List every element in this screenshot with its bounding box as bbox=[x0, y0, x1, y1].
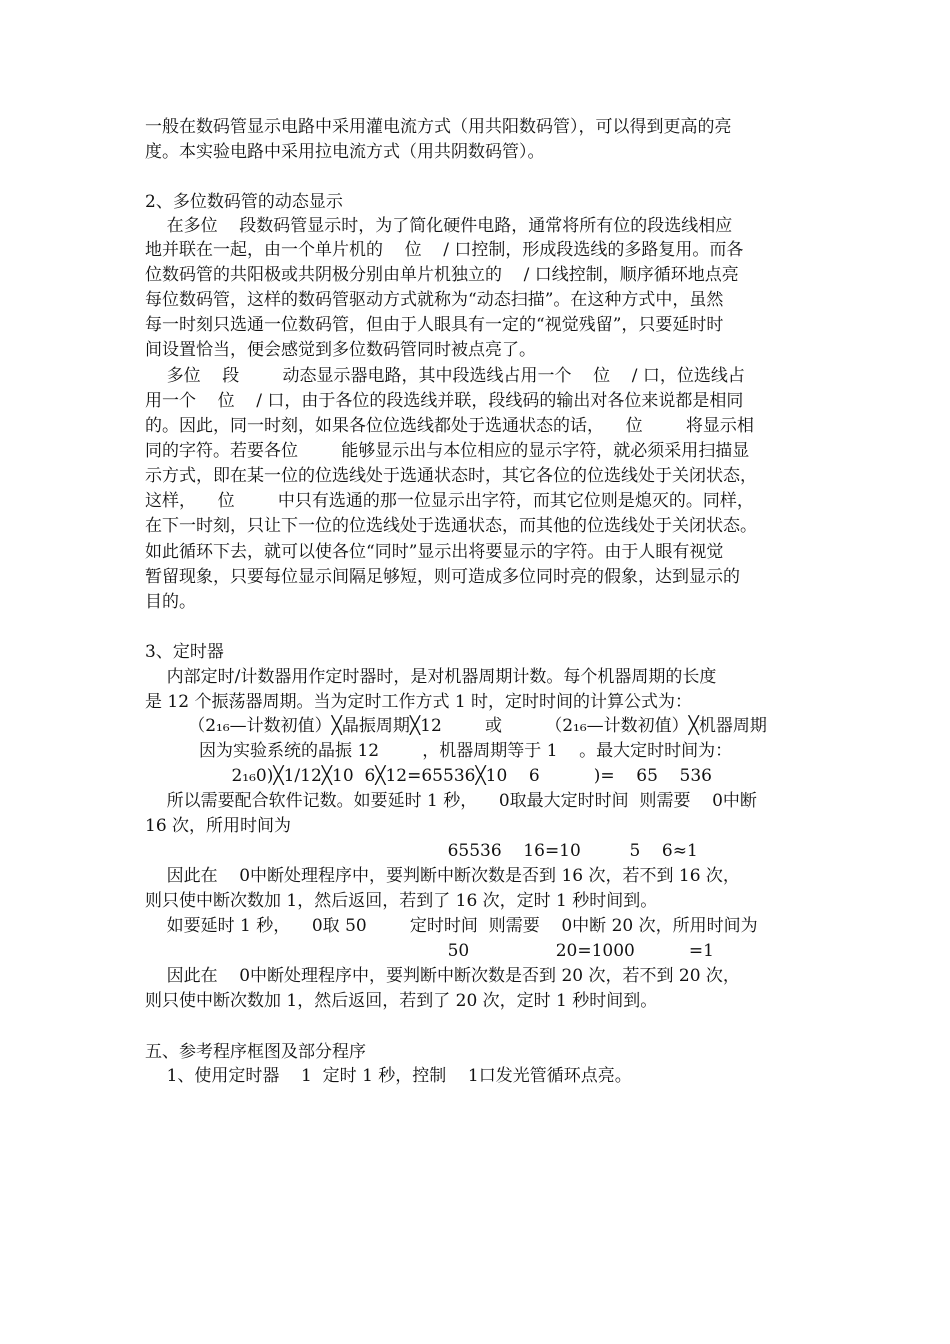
paragraph-line: 同的字符。若要各位 能够显示出与本位相应的显示字符，就必须采用扫描显 bbox=[145, 441, 750, 461]
paragraph-line: 内部定时/计数器用作定时器时，是对机器周期计数。每个机器周期的长度 bbox=[145, 667, 717, 687]
paragraph-line: 因为实验系统的晶振 12 ，机器周期等于 1 。最大定时时间为： bbox=[145, 741, 733, 761]
paragraph-line: 的。因此，同一时刻，如果各位位选线都处于选通状态的话， 位 将显示相 bbox=[145, 416, 754, 436]
paragraph-line: 目的。 bbox=[145, 592, 196, 612]
paragraph-line: 用一个 位 / 口，由于各位的段选线并联，段线码的输出对各位来说都是相同 bbox=[145, 391, 744, 411]
paragraph-line: 度。本实验电路中采用拉电流方式（用共阴数码管）。 bbox=[145, 142, 545, 162]
paragraph-line: 是 12 个振荡器周期。当为定时工作方式 1 时，定时时间的计算公式为： bbox=[145, 692, 693, 712]
paragraph-line: 这样， 位 中只有选通的那一位显示出字符，而其它位则是熄灭的。同样， bbox=[145, 491, 754, 511]
paragraph-line: 间设置恰当，便会感觉到多位数码管同时被点亮了。 bbox=[145, 340, 536, 360]
section-heading: 2、多位数码管的动态显示 bbox=[145, 192, 343, 212]
paragraph-line: 因此在 0中断处理程序中，要判断中断次数是否到 16 次，若不到 16 次， bbox=[145, 866, 740, 886]
paragraph-line: 一般在数码管显示电路中采用灌电流方式（用共阳数码管），可以得到更高的亮 bbox=[145, 117, 732, 137]
paragraph-line: 则只使中断次数加 1，然后返回，若到了 20 次，定时 1 秒时间到。 bbox=[145, 991, 658, 1011]
section-heading: 五、参考程序框图及部分程序 bbox=[145, 1042, 366, 1062]
paragraph-line: 暂留现象，只要每位显示间隔足够短，则可造成多位同时亮的假象，达到显示的 bbox=[145, 567, 740, 587]
paragraph-line: 如此循环下去，就可以使各位“同时”显示出将要显示的字符。由于人眼有视觉 bbox=[145, 542, 724, 562]
paragraph-line: 每位数码管，这样的数码管驱动方式就称为“动态扫描”。在这种方式中，虽然 bbox=[145, 290, 724, 310]
paragraph-line: 16 次，所用时间为 bbox=[145, 816, 292, 836]
paragraph-line: 所以需要配合软件记数。如要延时 1 秒， 0取最大定时时间 则需要 0中断 bbox=[145, 791, 757, 811]
section-heading: 3、定时器 bbox=[145, 642, 224, 662]
formula-line: 65536 16=10 5 6≈1 bbox=[145, 841, 698, 861]
paragraph-line: 1、使用定时器 1 定时 1 秒，控制 1口发光管循环点亮。 bbox=[145, 1066, 632, 1086]
formula-line: 50 20=1000 =1 bbox=[145, 941, 714, 961]
paragraph-line: 则只使中断次数加 1，然后返回，若到了 16 次，定时 1 秒时间到。 bbox=[145, 891, 658, 911]
paragraph-line: 示方式，即在某一位的位选线处于选通状态时，其它各位的位选线处于关闭状态， bbox=[145, 466, 757, 486]
paragraph-line: 如要延时 1 秒， 0取 50 定时时间 则需要 0中断 20 次，所用时间为 bbox=[145, 916, 758, 936]
paragraph-line: 在多位 段数码管显示时，为了简化硬件电路，通常将所有位的段选线相应 bbox=[145, 216, 733, 236]
paragraph-line: 位数码管的共阳极或共阴极分别由单片机独立的 / 口线控制，顺序循环地点亮 bbox=[145, 265, 739, 285]
paragraph-line: 在下一时刻，只让下一位的位选线处于选通状态，而其他的位选线处于关闭状态。 bbox=[145, 516, 757, 536]
paragraph-line: 因此在 0中断处理程序中，要判断中断次数是否到 20 次，若不到 20 次， bbox=[145, 966, 740, 986]
paragraph-line: 地并联在一起，由一个单片机的 位 / 口控制，形成段选线的多路复用。而各 bbox=[145, 240, 744, 260]
formula-line: 2₁₆0)╳1/12╳10 6╳12=65536╳10 6 )= 65 536 bbox=[145, 766, 712, 786]
paragraph-line: 每一时刻只选通一位数码管，但由于人眼具有一定的“视觉残留”，只要延时时 bbox=[145, 315, 724, 335]
paragraph-line: 多位 段 动态显示器电路，其中段选线占用一个 位 / 口，位选线占 bbox=[145, 366, 745, 386]
formula-line: （2₁₆—计数初值）╳晶振周期╳12 或 （2₁₆—计数初值）╳机器周期 bbox=[145, 716, 767, 736]
